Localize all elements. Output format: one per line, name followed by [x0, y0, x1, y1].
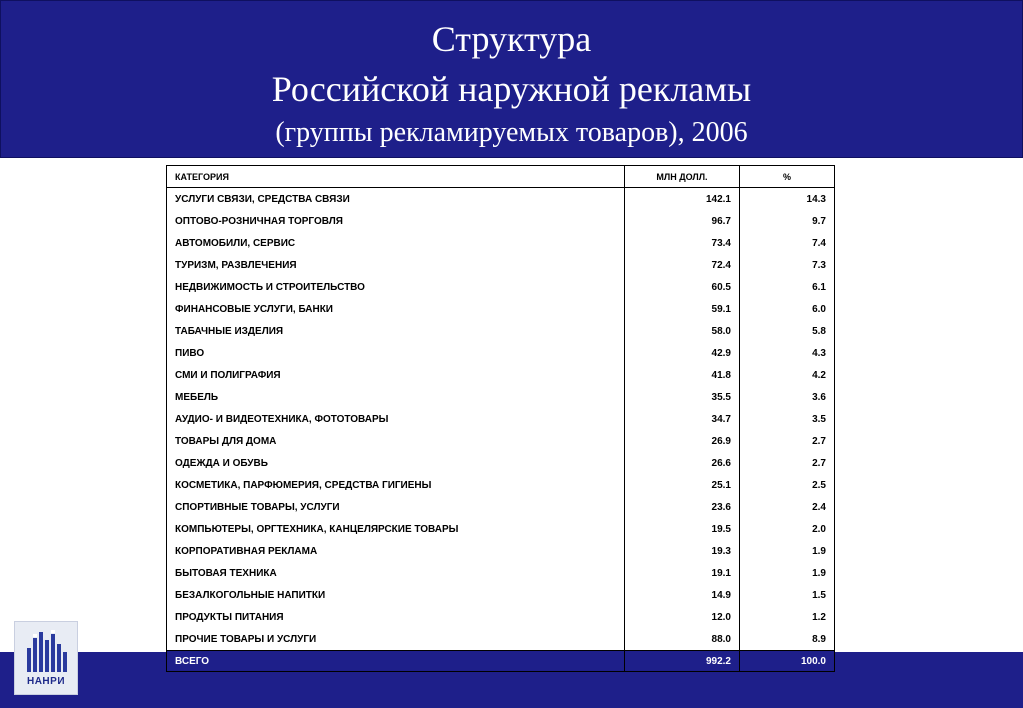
- category-cell: ТАБАЧНЫЕ ИЗДЕЛИЯ: [167, 320, 625, 342]
- category-cell: ТУРИЗМ, РАЗВЛЕЧЕНИЯ: [167, 254, 625, 276]
- usd-mln-cell: 73.4: [625, 232, 740, 254]
- table-row: [167, 210, 835, 232]
- page-title-line-1: Структура: [431, 19, 592, 59]
- table-row: [167, 298, 835, 320]
- category-cell: МЕБЕЛЬ: [167, 386, 625, 408]
- percent-cell: 1.9: [740, 562, 835, 584]
- category-cell: НЕДВИЖИМОСТЬ И СТРОИТЕЛЬСТВО: [167, 276, 625, 298]
- category-cell: КОМПЬЮТЕРЫ, ОРГТЕХНИКА, КАНЦЕЛЯРСКИЕ ТОВАРЫ: [167, 518, 625, 540]
- table-row: [167, 518, 835, 540]
- table-row: [167, 496, 835, 518]
- table-row: [167, 562, 835, 584]
- category-cell: АВТОМОБИЛИ, СЕРВИС: [167, 232, 625, 254]
- usd-mln-cell: 35.5: [625, 386, 740, 408]
- usd-mln-cell: 88.0: [625, 628, 740, 651]
- percent-cell: 2.4: [740, 496, 835, 518]
- percent-cell: 3.5: [740, 408, 835, 430]
- logo-text: НАНРИ: [26, 676, 66, 687]
- usd-mln-cell: 19.1: [625, 562, 740, 584]
- usd-mln-cell: 59.1: [625, 298, 740, 320]
- usd-mln-cell: 58.0: [625, 320, 740, 342]
- page-title-line-2: Российской наружной рекламы: [271, 69, 752, 109]
- table-row: [167, 386, 835, 408]
- percent-cell: 2.7: [740, 430, 835, 452]
- nanri-logo: [14, 621, 78, 695]
- percent-cell: 2.7: [740, 452, 835, 474]
- percent-cell: 2.5: [740, 474, 835, 496]
- usd-mln-cell: 96.7: [625, 210, 740, 232]
- percent-cell: 9.7: [740, 210, 835, 232]
- category-cell: УСЛУГИ СВЯЗИ, СРЕДСТВА СВЯЗИ: [167, 188, 625, 211]
- advertising-structure-table: [166, 165, 835, 672]
- usd-mln-cell: 19.5: [625, 518, 740, 540]
- percent-cell: 7.4: [740, 232, 835, 254]
- usd-mln-cell: 72.4: [625, 254, 740, 276]
- category-cell: ПРОДУКТЫ ПИТАНИЯ: [167, 606, 625, 628]
- table-row: [167, 584, 835, 606]
- percent-cell: 3.6: [740, 386, 835, 408]
- percent-cell: 7.3: [740, 254, 835, 276]
- table-header-row: [167, 166, 835, 188]
- category-cell: ФИНАНСОВЫЕ УСЛУГИ, БАНКИ: [167, 298, 625, 320]
- page-subtitle: (группы рекламируемых товаров), 2006: [275, 117, 748, 148]
- table-row: [167, 452, 835, 474]
- usd-mln-cell: 992.2: [625, 651, 740, 672]
- category-cell: АУДИО- И ВИДЕОТЕХНИКА, ФОТОТОВАРЫ: [167, 408, 625, 430]
- percent-cell: 100.0: [740, 651, 835, 672]
- usd-mln-cell: 23.6: [625, 496, 740, 518]
- percent-cell: 1.9: [740, 540, 835, 562]
- table-row: [167, 320, 835, 342]
- table-row: [167, 254, 835, 276]
- category-cell: ПРОЧИЕ ТОВАРЫ И УСЛУГИ: [167, 628, 625, 651]
- category-cell: СПОРТИВНЫЕ ТОВАРЫ, УСЛУГИ: [167, 496, 625, 518]
- category-cell: БЫТОВАЯ ТЕХНИКА: [167, 562, 625, 584]
- table-total-row: [167, 651, 835, 672]
- table-row: [167, 628, 835, 651]
- category-cell: БЕЗАЛКОГОЛЬНЫЕ НАПИТКИ: [167, 584, 625, 606]
- table-row: [167, 540, 835, 562]
- usd-mln-cell: 14.9: [625, 584, 740, 606]
- table-row: [167, 364, 835, 386]
- table-row: [167, 232, 835, 254]
- category-cell: КОРПОРАТИВНАЯ РЕКЛАМА: [167, 540, 625, 562]
- usd-mln-cell: 19.3: [625, 540, 740, 562]
- percent-cell: 4.2: [740, 364, 835, 386]
- column-header-usd-mln: МЛН ДОЛЛ.: [625, 166, 740, 188]
- usd-mln-cell: 34.7: [625, 408, 740, 430]
- percent-cell: 6.0: [740, 298, 835, 320]
- usd-mln-cell: 25.1: [625, 474, 740, 496]
- percent-cell: 1.5: [740, 584, 835, 606]
- usd-mln-cell: 26.9: [625, 430, 740, 452]
- bars-logo-icon: [15, 622, 77, 678]
- percent-cell: 4.3: [740, 342, 835, 364]
- percent-cell: 6.1: [740, 276, 835, 298]
- category-cell: ОДЕЖДА И ОБУВЬ: [167, 452, 625, 474]
- percent-cell: 14.3: [740, 188, 835, 211]
- column-header-percent: %: [740, 166, 835, 188]
- percent-cell: 1.2: [740, 606, 835, 628]
- percent-cell: 2.0: [740, 518, 835, 540]
- table-row: [167, 606, 835, 628]
- percent-cell: 8.9: [740, 628, 835, 651]
- category-cell: ВСЕГО: [167, 651, 625, 672]
- category-cell: КОСМЕТИКА, ПАРФЮМЕРИЯ, СРЕДСТВА ГИГИЕНЫ: [167, 474, 625, 496]
- table-row: [167, 474, 835, 496]
- usd-mln-cell: 26.6: [625, 452, 740, 474]
- category-cell: СМИ И ПОЛИГРАФИЯ: [167, 364, 625, 386]
- column-header-category: КАТЕГОРИЯ: [167, 166, 625, 188]
- title-banner: [0, 0, 1023, 158]
- table-row: [167, 430, 835, 452]
- table-row: [167, 408, 835, 430]
- category-cell: ОПТОВО-РОЗНИЧНАЯ ТОРГОВЛЯ: [167, 210, 625, 232]
- usd-mln-cell: 142.1: [625, 188, 740, 211]
- percent-cell: 5.8: [740, 320, 835, 342]
- table-row: [167, 342, 835, 364]
- table-row: [167, 188, 835, 211]
- category-cell: ПИВО: [167, 342, 625, 364]
- category-cell: ТОВАРЫ ДЛЯ ДОМА: [167, 430, 625, 452]
- table-row: [167, 276, 835, 298]
- usd-mln-cell: 60.5: [625, 276, 740, 298]
- usd-mln-cell: 41.8: [625, 364, 740, 386]
- usd-mln-cell: 42.9: [625, 342, 740, 364]
- usd-mln-cell: 12.0: [625, 606, 740, 628]
